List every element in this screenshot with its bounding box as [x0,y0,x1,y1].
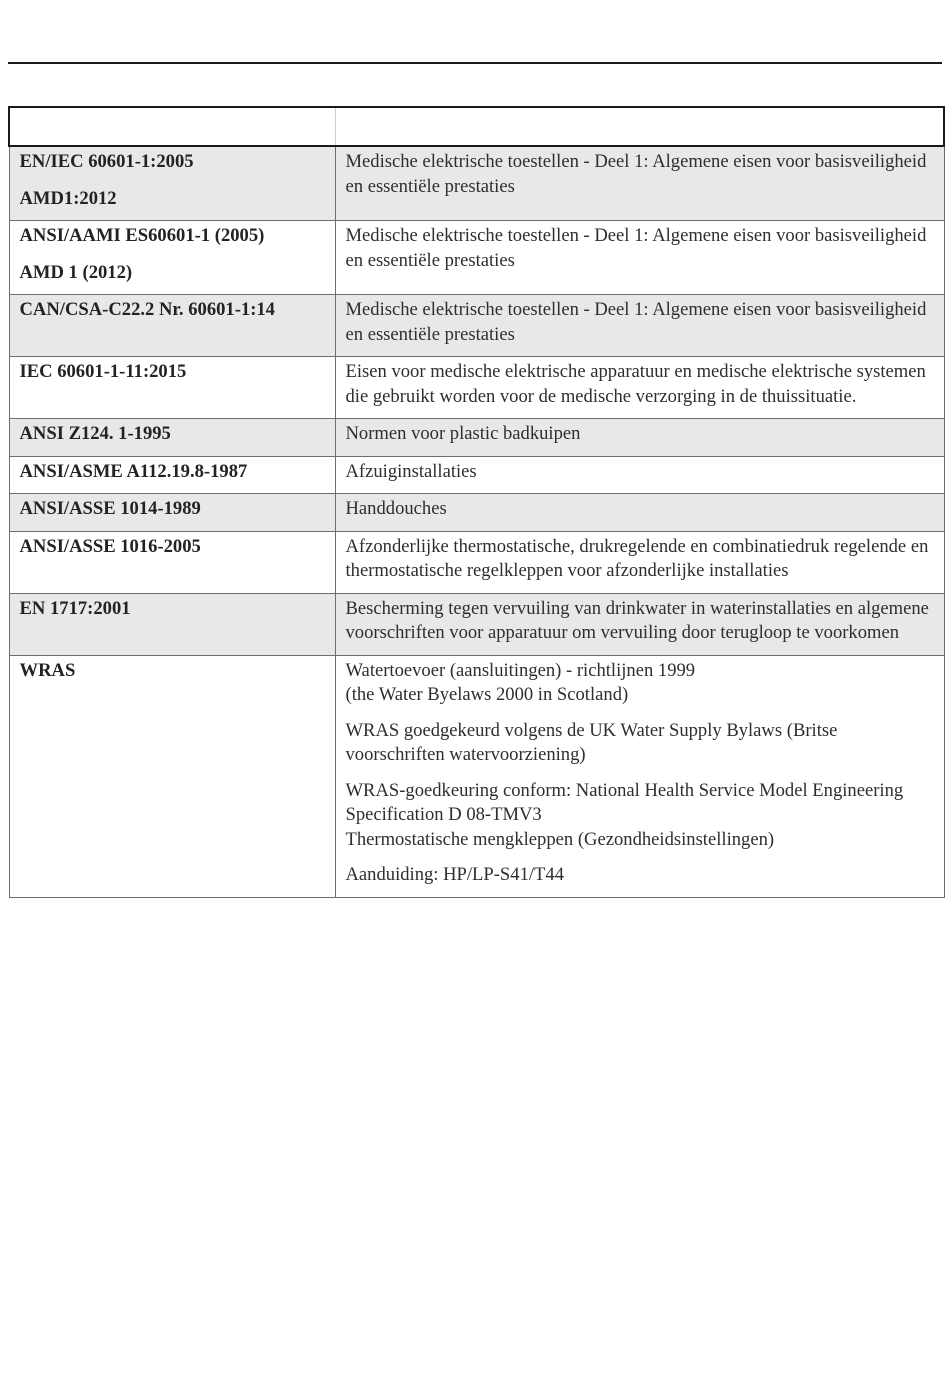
standard-code: EN/IEC 60601-1:2005 [19,151,194,172]
table-row [9,531,944,593]
standard-code-cell [9,494,335,532]
standard-code: ANSI/ASME A112.19.8-1987 [19,460,248,482]
standard-description-cell [335,419,944,457]
standard-description-cell [335,494,944,532]
standard-description: Bescherming tegen vervuiling van drinkwater in waterinstallaties en algemene voorschriften voor apparatuur om vervuiling door terugloop te voorkomen [345,597,929,643]
standard-code-cell [9,146,335,221]
standard-code: CAN/CSA-C22.2 Nr. 60601-1:14 [19,299,275,320]
standard-description: Eisen voor medische elektrische apparatuur en medische elektrische systemen die gebruikt worden voor de medische verzorging in de thuissituatie. [345,361,926,407]
standard-amendment: AMD1:2012 [19,187,117,209]
standard-description-cell [335,357,944,419]
description-line: (the Water Byelaws 2000 in Scotland) [345,684,629,705]
standard-code-cell [9,593,335,655]
table-row [9,456,944,494]
description-line: Aanduiding: HP/LP-S41/T44 [345,864,564,885]
standard-description-cell [335,593,944,655]
table-row [9,295,944,357]
standard-description-cell [335,531,944,593]
header-rule [8,62,942,64]
wras-approval-paragraph [346,719,934,768]
description-line: Thermostatische mengkleppen (Gezondheidsinstellingen) [345,828,775,850]
standard-code-cell [9,221,335,295]
description-line: WRAS-goedkeuring conform: National Health Service Model Engineering Specification D 08-TMV3 [345,779,904,825]
standard-description: Handdouches [345,498,447,519]
standard-description: Normen voor plastic badkuipen [345,423,581,444]
standard-code-cell [9,295,335,357]
header-cell-description [335,107,944,146]
standard-code: ANSI Z124. 1-1995 [19,423,171,444]
standards-table [8,106,945,898]
standard-description-cell [335,221,944,295]
standard-description: Medische elektrische toestellen - Deel 1: Algemene eisen voor basisveiligheid en essentiële prestaties [345,225,927,271]
standard-description-cell [335,146,944,221]
standard-code: ANSI/ASSE 1016-2005 [19,535,201,557]
standard-amendment: AMD 1 (2012) [19,261,133,283]
table-row [9,221,944,295]
standard-code: ANSI/ASSE 1014-1989 [19,498,201,519]
wras-designation-paragraph [346,863,934,888]
wras-nhs-paragraph [346,779,934,853]
standard-code-cell [9,357,335,419]
table-row [9,146,944,221]
standard-code-cell [9,456,335,494]
description-line: WRAS goedgekeurd volgens de UK Water Supply Bylaws (Britse voorschriften watervoorziening) [345,719,838,765]
standard-code: IEC 60601-1-11:2015 [19,361,187,382]
standard-code-cell [9,419,335,457]
header-cell-standard [9,107,335,146]
table-row [9,419,944,457]
table-row [9,494,944,532]
description-line: Watertoevoer (aansluitingen) - richtlijnen 1999 [345,659,696,681]
standard-description-cell [335,655,944,897]
standard-description: Medische elektrische toestellen - Deel 1: Algemene eisen voor basisveiligheid en essentiële prestaties [345,299,927,345]
standard-description-cell [335,456,944,494]
standard-description-cell [335,295,944,357]
table-row [9,655,944,897]
standard-description: Afzonderlijke thermostatische, drukregelende en combinatiedruk regelende en thermostatische regelkleppen voor afzonderlijke installaties [345,535,929,581]
standard-description: Afzuiginstallaties [345,460,477,482]
standard-code: WRAS [19,659,76,681]
standard-code-cell [9,655,335,897]
wras-bylaws-paragraph [346,659,934,708]
table-row [9,357,944,419]
table-header-row [9,107,944,146]
standard-description: Medische elektrische toestellen - Deel 1: Algemene eisen voor basisveiligheid en essentiële prestaties [345,151,927,197]
standard-code-cell [9,531,335,593]
standard-code: EN 1717:2001 [19,597,131,619]
standard-code: ANSI/AAMI ES60601-1 (2005) [19,225,265,246]
table-row [9,593,944,655]
